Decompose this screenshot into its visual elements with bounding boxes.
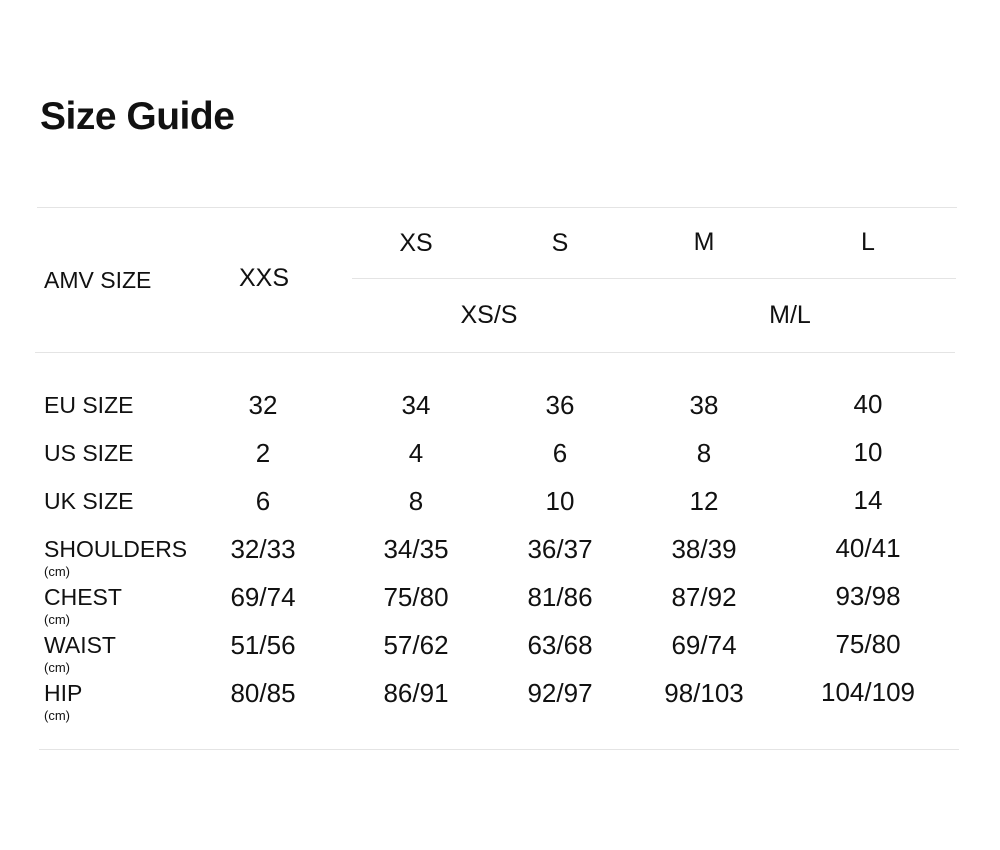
table-cell: 38/39 — [671, 534, 737, 564]
table-cell: 40 — [853, 389, 883, 419]
table-cell: 36/37 — [527, 534, 593, 564]
size-l-header: L — [861, 228, 875, 256]
size-xs-header: XS — [399, 229, 433, 257]
table-cell: 10 — [545, 486, 575, 516]
table-cell: 36 — [545, 390, 575, 420]
header-bottom-divider — [35, 352, 955, 353]
table-cell: 10 — [853, 437, 883, 467]
size-s-header: S — [551, 229, 569, 257]
table-cell: 14 — [853, 485, 883, 515]
table-cell: 63/68 — [527, 630, 593, 660]
table-cell: 93/98 — [835, 581, 901, 611]
row-unit: (cm) — [44, 612, 70, 627]
row-label: UK SIZE — [44, 488, 134, 514]
amv-size-label: AMV SIZE — [44, 267, 152, 293]
table-cell: 32 — [248, 390, 278, 420]
row-unit: (cm) — [44, 564, 70, 579]
table-top-divider — [37, 207, 957, 208]
header-mid-divider — [352, 278, 956, 279]
page-title: Size Guide — [40, 95, 235, 138]
table-cell: 75/80 — [835, 629, 901, 659]
row-label: HIP — [44, 680, 83, 706]
table-cell: 51/56 — [230, 630, 296, 660]
row-label: US SIZE — [44, 440, 134, 466]
table-cell: 69/74 — [230, 582, 296, 612]
table-cell: 32/33 — [230, 534, 296, 564]
size-m-header: M — [693, 228, 715, 256]
row-unit: (cm) — [44, 708, 70, 723]
table-cell: 6 — [255, 486, 271, 516]
table-cell: 2 — [255, 438, 271, 468]
table-cell: 104/109 — [821, 677, 915, 707]
table-bottom-divider — [39, 749, 959, 750]
row-unit: (cm) — [44, 660, 70, 675]
table-cell: 12 — [689, 486, 719, 516]
row-label: EU SIZE — [44, 392, 134, 418]
table-cell: 69/74 — [671, 630, 737, 660]
table-cell: 4 — [408, 438, 424, 468]
table-cell: 38 — [689, 390, 719, 420]
table-cell: 8 — [696, 438, 712, 468]
size-xxs-header: XXS — [238, 264, 290, 292]
table-cell: 40/41 — [835, 533, 901, 563]
table-cell: 81/86 — [527, 582, 593, 612]
table-cell: 34 — [401, 390, 431, 420]
table-cell: 75/80 — [383, 582, 449, 612]
table-cell: 92/97 — [527, 678, 593, 708]
table-cell: 87/92 — [671, 582, 737, 612]
table-cell: 57/62 — [383, 630, 449, 660]
group-m-l-header: M/L — [769, 301, 811, 329]
table-cell: 6 — [552, 438, 568, 468]
row-label: CHEST — [44, 584, 122, 610]
group-xs-s-header: XS/S — [460, 301, 518, 329]
table-cell: 98/103 — [664, 678, 744, 708]
table-cell: 86/91 — [383, 678, 449, 708]
table-cell: 80/85 — [230, 678, 296, 708]
row-label: SHOULDERS — [44, 536, 188, 562]
table-cell: 8 — [408, 486, 424, 516]
table-cell: 34/35 — [383, 534, 449, 564]
row-label: WAIST — [44, 632, 116, 658]
